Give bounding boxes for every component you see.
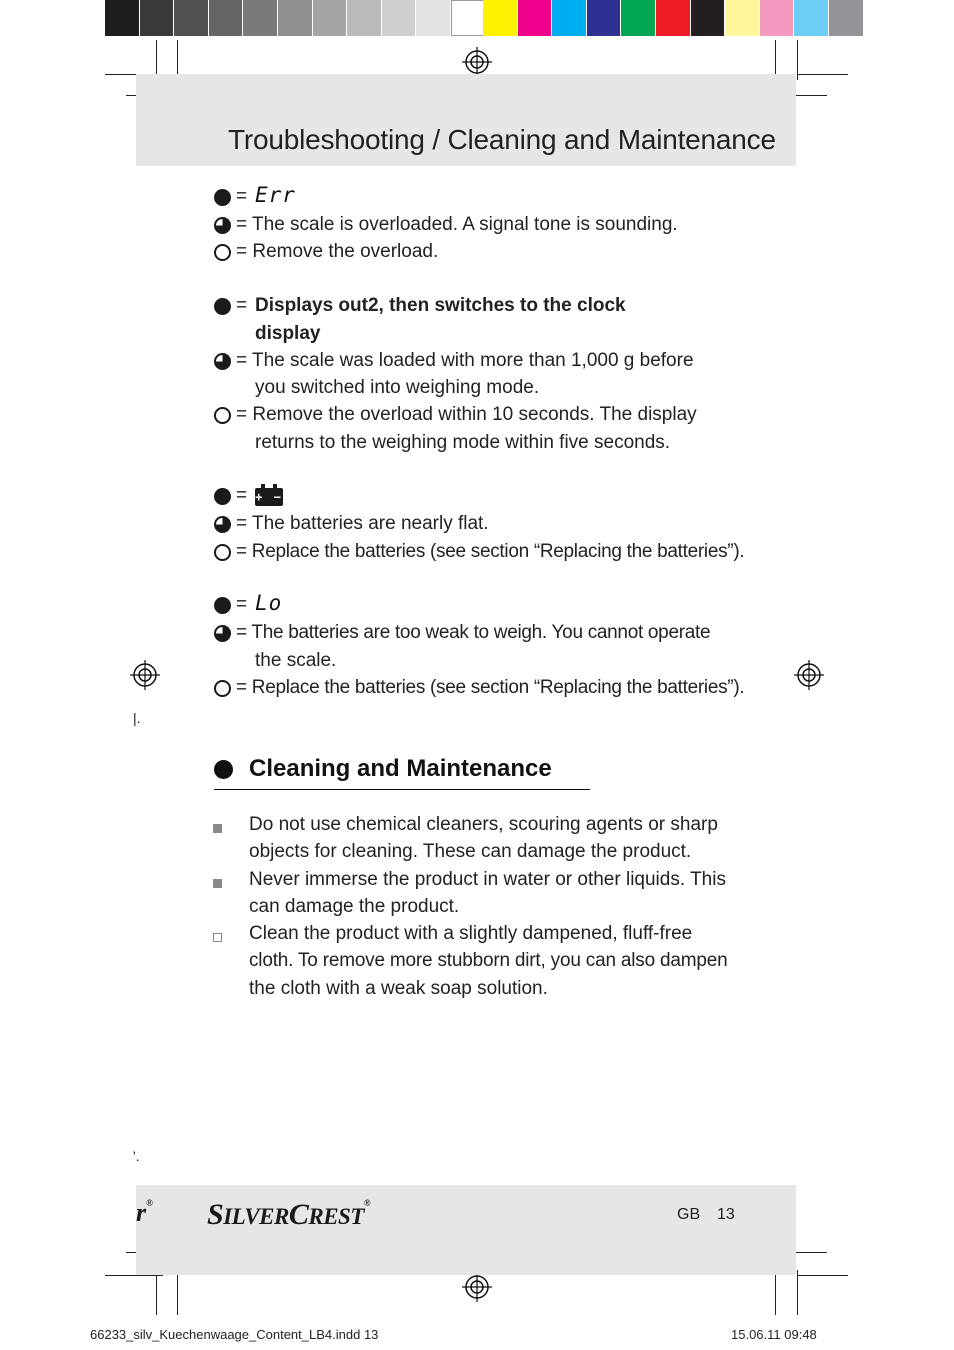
registration-mark-icon (130, 660, 160, 690)
section-bullet-icon (214, 760, 233, 779)
color-swatch (656, 0, 691, 36)
equals-sign: = (236, 186, 248, 207)
gray-swatch (451, 0, 486, 36)
cause-icon (214, 625, 231, 642)
crop-mark (775, 1270, 776, 1315)
section-heading: Cleaning and Maintenance (249, 755, 552, 782)
remedy-text: = Replace the batteries (see section “Replacing the batteries”). (236, 677, 745, 698)
fault-icon (214, 488, 231, 505)
gray-swatch (347, 0, 382, 36)
color-swatch (483, 0, 518, 36)
equals-sign: = (236, 295, 248, 316)
crop-mark (797, 40, 798, 80)
cause-text: = The scale was loaded with more than 1,000 g before (236, 350, 694, 371)
equals-sign: = (236, 485, 248, 506)
fault-text: Displays out2, then switches to the clock (255, 295, 626, 316)
list-item-text: Clean the product with a slightly dampened, fluff-free (249, 923, 693, 944)
gray-swatch (416, 0, 451, 36)
crop-mark (797, 74, 848, 75)
list-item-text: Do not use chemical cleaners, scouring agents or sharp (249, 814, 718, 835)
color-swatch (621, 0, 656, 36)
list-item-text: cloth. To remove more stubborn dirt, you can also dampen (249, 950, 728, 971)
color-swatch (552, 0, 587, 36)
list-item-text: the cloth with a weak soap solution. (249, 978, 548, 999)
cause-text: = The batteries are nearly flat. (236, 513, 489, 534)
heading-underline (214, 789, 590, 790)
color-swatch (829, 0, 864, 36)
cause-text: = The batteries are too weak to weigh. You cannot operate (236, 622, 711, 643)
square-bullet-icon (213, 879, 222, 888)
remedy-text: returns to the weighing mode within five seconds. (255, 432, 671, 453)
gray-swatch (243, 0, 278, 36)
checkbox-bullet-icon (213, 933, 222, 942)
color-swatch (760, 0, 795, 36)
color-swatch (518, 0, 553, 36)
color-swatch (587, 0, 622, 36)
fault-icon (214, 597, 231, 614)
registration-mark-icon (462, 47, 492, 77)
cause-icon (214, 353, 231, 370)
fault-text: display (255, 323, 321, 344)
gray-swatch (278, 0, 313, 36)
cause-icon (214, 217, 231, 234)
equals-sign: = (236, 594, 248, 615)
registration-mark-icon (794, 660, 824, 690)
lcd-display-lo: Lo (255, 591, 283, 615)
gray-swatch (105, 0, 140, 36)
color-swatch (794, 0, 829, 36)
page-number: 13 (717, 1206, 735, 1223)
margin-mark: '. (133, 1148, 140, 1164)
gray-swatch (382, 0, 417, 36)
file-slug: 66233_silv_Kuechenwaage_Content_LB4.indd 13 (90, 1327, 379, 1342)
fault-icon (214, 298, 231, 315)
gray-swatch (140, 0, 175, 36)
fault-icon (214, 189, 231, 206)
crop-mark (156, 1270, 157, 1315)
list-item-text: objects for cleaning. These can damage the product. (249, 841, 692, 862)
gray-swatch (313, 0, 348, 36)
remedy-text: = Replace the batteries (see section “Replacing the batteries”). (236, 541, 745, 562)
color-swatch (691, 0, 726, 36)
list-item-text: can damage the product. (249, 896, 460, 917)
crop-mark (791, 1252, 827, 1253)
remedy-text: = Remove the overload within 10 seconds. The display (236, 404, 697, 425)
crop-mark (797, 1275, 848, 1276)
remedy-icon (214, 544, 231, 561)
crop-mark (797, 1270, 798, 1315)
battery-icon: + − (255, 490, 283, 504)
square-bullet-icon (213, 824, 222, 833)
list-item-text: Never immerse the product in water or other liquids. This (249, 869, 726, 890)
cause-text: = The scale is overloaded. A signal tone is sounding. (236, 214, 678, 235)
cause-text: you switched into weighing mode. (255, 377, 540, 398)
page-title: Troubleshooting / Cleaning and Maintenance (228, 124, 776, 155)
crop-mark (105, 1275, 163, 1276)
remedy-icon (214, 680, 231, 697)
registration-mark-icon (462, 1272, 492, 1302)
remedy-icon (214, 244, 231, 261)
color-swatch (725, 0, 760, 36)
file-datetime: 15.06.11 09:48 (731, 1327, 817, 1342)
crop-mark (177, 1270, 178, 1315)
cause-icon (214, 516, 231, 533)
lcd-display-err: Err (255, 183, 296, 207)
margin-mark: |. (133, 710, 141, 726)
remedy-icon (214, 407, 231, 424)
crop-mark (791, 95, 827, 96)
gray-swatch (209, 0, 244, 36)
language-code: GB (677, 1206, 701, 1223)
cause-text: the scale. (255, 650, 337, 671)
silvercrest-logo: SILVERCREST® (207, 1198, 371, 1231)
left-page-logo-fragment: r® (136, 1198, 153, 1227)
remedy-text: = Remove the overload. (236, 241, 439, 262)
gray-swatch (174, 0, 209, 36)
